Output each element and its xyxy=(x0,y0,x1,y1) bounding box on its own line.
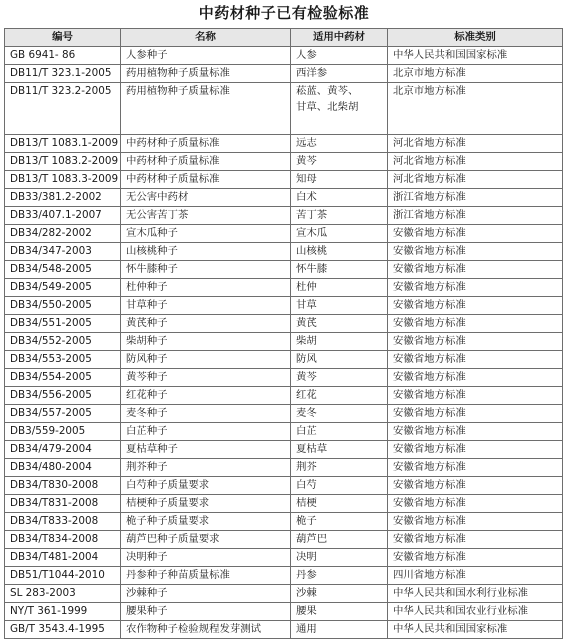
cell-herb: 柴胡 xyxy=(291,332,388,350)
cell-type: 安徽省地方标准 xyxy=(388,530,563,548)
cell-type: 安徽省地方标准 xyxy=(388,314,563,332)
cell-code: DB34/553-2005 xyxy=(5,350,121,368)
cell-code: GB/T 3543.4-1995 xyxy=(5,620,121,638)
cell-type: 安徽省地方标准 xyxy=(388,386,563,404)
cell-type: 安徽省地方标准 xyxy=(388,512,563,530)
cell-herb: 桔梗 xyxy=(291,494,388,512)
table-row xyxy=(5,64,563,82)
table-row xyxy=(5,82,563,134)
cell-type: 四川省地方标准 xyxy=(388,566,563,584)
table-row xyxy=(5,260,563,278)
cell-type: 北京市地方标准 xyxy=(388,82,563,134)
cell-herb: 白术 xyxy=(291,188,388,206)
cell-name: 葫芦巴种子质量要求 xyxy=(121,530,291,548)
cell-name: 荆芥种子 xyxy=(121,458,291,476)
cell-name: 柴胡种子 xyxy=(121,332,291,350)
header-herb: 适用中药材 xyxy=(291,29,388,47)
cell-code: DB34/548-2005 xyxy=(5,260,121,278)
cell-herb: 通用 xyxy=(291,620,388,638)
cell-code: DB34/T830-2008 xyxy=(5,476,121,494)
cell-herb: 沙棘 xyxy=(291,584,388,602)
cell-type: 北京市地方标准 xyxy=(388,64,563,82)
table-row xyxy=(5,242,563,260)
cell-name: 药用植物种子质量标准 xyxy=(121,82,291,134)
table-row xyxy=(5,332,563,350)
cell-name: 怀牛膝种子 xyxy=(121,260,291,278)
table-row xyxy=(5,440,563,458)
cell-type: 河北省地方标准 xyxy=(388,152,563,170)
cell-code: DB34/549-2005 xyxy=(5,278,121,296)
cell-code: NY/T 361-1999 xyxy=(5,602,121,620)
cell-name: 夏枯草种子 xyxy=(121,440,291,458)
table-row xyxy=(5,404,563,422)
table-row xyxy=(5,386,563,404)
cell-code: DB34/T481-2004 xyxy=(5,548,121,566)
table-row xyxy=(5,314,563,332)
table-row xyxy=(5,134,563,152)
cell-herb: 西洋参 xyxy=(291,64,388,82)
cell-type: 安徽省地方标准 xyxy=(388,296,563,314)
cell-herb: 怀牛膝 xyxy=(291,260,388,278)
cell-herb: 决明 xyxy=(291,548,388,566)
table-row xyxy=(5,494,563,512)
cell-code: DB34/550-2005 xyxy=(5,296,121,314)
cell-code: DB11/T 323.2-2005 xyxy=(5,82,121,134)
cell-name: 桅子种子质量要求 xyxy=(121,512,291,530)
cell-herb: 黄芩 xyxy=(291,368,388,386)
table-row xyxy=(5,458,563,476)
cell-name: 黄芪种子 xyxy=(121,314,291,332)
table-body xyxy=(5,46,563,638)
cell-herb: 红花 xyxy=(291,386,388,404)
cell-name: 中药材种子质量标准 xyxy=(121,170,291,188)
cell-code: DB34/282-2002 xyxy=(5,224,121,242)
cell-code: DB33/381.2-2002 xyxy=(5,188,121,206)
cell-herb: 白芷 xyxy=(291,422,388,440)
table-row xyxy=(5,188,563,206)
cell-name: 中药材种子质量标准 xyxy=(121,134,291,152)
cell-code: SL 283-2003 xyxy=(5,584,121,602)
table-row xyxy=(5,46,563,64)
cell-code: DB34/556-2005 xyxy=(5,386,121,404)
cell-name: 沙棘种子 xyxy=(121,584,291,602)
table-row xyxy=(5,296,563,314)
cell-type: 安徽省地方标准 xyxy=(388,458,563,476)
cell-name: 决明种子 xyxy=(121,548,291,566)
cell-code: DB34/554-2005 xyxy=(5,368,121,386)
cell-herb: 葫芦巴 xyxy=(291,530,388,548)
table-row xyxy=(5,530,563,548)
cell-code: DB34/557-2005 xyxy=(5,404,121,422)
cell-herb: 丹参 xyxy=(291,566,388,584)
header-code: 编号 xyxy=(5,29,121,47)
cell-name: 桔梗种子质量要求 xyxy=(121,494,291,512)
cell-herb: 山核桃 xyxy=(291,242,388,260)
cell-herb: 桅子 xyxy=(291,512,388,530)
cell-herb: 黄芩 xyxy=(291,152,388,170)
table-row xyxy=(5,278,563,296)
cell-code: DB13/T 1083.3-2009 xyxy=(5,170,121,188)
cell-code: DB11/T 323.1-2005 xyxy=(5,64,121,82)
table-header xyxy=(5,29,563,47)
table-row xyxy=(5,512,563,530)
cell-name: 人参种子 xyxy=(121,46,291,64)
table-row xyxy=(5,476,563,494)
cell-name: 防风种子 xyxy=(121,350,291,368)
cell-code: DB51/T1044-2010 xyxy=(5,566,121,584)
cell-herb: 苦丁茶 xyxy=(291,206,388,224)
cell-type: 中华人民共和国国家标准 xyxy=(388,620,563,638)
cell-type: 河北省地方标准 xyxy=(388,170,563,188)
cell-name: 丹参种子种苗质量标准 xyxy=(121,566,291,584)
page-title: 中药材种子已有检验标准 xyxy=(198,4,370,22)
cell-type: 安徽省地方标准 xyxy=(388,476,563,494)
cell-name: 甘草种子 xyxy=(121,296,291,314)
cell-herb: 防风 xyxy=(291,350,388,368)
cell-herb: 白芍 xyxy=(291,476,388,494)
cell-code: DB33/407.1-2007 xyxy=(5,206,121,224)
cell-code: DB34/551-2005 xyxy=(5,314,121,332)
header-row xyxy=(5,29,563,47)
cell-code: GB 6941- 86 xyxy=(5,46,121,64)
standards-table xyxy=(4,28,563,639)
cell-name: 白芍种子质量要求 xyxy=(121,476,291,494)
cell-type: 安徽省地方标准 xyxy=(388,368,563,386)
cell-type: 中华人民共和国国家标准 xyxy=(388,46,563,64)
header-name: 名称 xyxy=(121,29,291,47)
cell-name: 腰果种子 xyxy=(121,602,291,620)
cell-type: 中华人民共和国水利行业标准 xyxy=(388,584,563,602)
cell-herb: 腰果 xyxy=(291,602,388,620)
cell-herb: 远志 xyxy=(291,134,388,152)
cell-type: 安徽省地方标准 xyxy=(388,440,563,458)
cell-name: 黄芩种子 xyxy=(121,368,291,386)
table-row xyxy=(5,224,563,242)
cell-herb: 杜仲 xyxy=(291,278,388,296)
cell-name: 杜仲种子 xyxy=(121,278,291,296)
cell-code: DB34/T834-2008 xyxy=(5,530,121,548)
cell-code: DB3/559-2005 xyxy=(5,422,121,440)
cell-name: 中药材种子质量标准 xyxy=(121,152,291,170)
cell-herb: 麦冬 xyxy=(291,404,388,422)
cell-code: DB34/T833-2008 xyxy=(5,512,121,530)
cell-type: 安徽省地方标准 xyxy=(388,350,563,368)
cell-herb: 黄芪 xyxy=(291,314,388,332)
cell-type: 河北省地方标准 xyxy=(388,134,563,152)
table-row xyxy=(5,170,563,188)
cell-herb: 荆芥 xyxy=(291,458,388,476)
cell-type: 安徽省地方标准 xyxy=(388,548,563,566)
cell-type: 浙江省地方标准 xyxy=(388,206,563,224)
table-row xyxy=(5,152,563,170)
cell-name: 宣木瓜种子 xyxy=(121,224,291,242)
table-row xyxy=(5,602,563,620)
cell-name: 农作物种子检验规程发芽测试 xyxy=(121,620,291,638)
cell-type: 中华人民共和国农业行业标准 xyxy=(388,602,563,620)
cell-code: DB34/552-2005 xyxy=(5,332,121,350)
cell-name: 药用植物种子质量标准 xyxy=(121,64,291,82)
cell-code: DB13/T 1083.2-2009 xyxy=(5,152,121,170)
cell-herb: 夏枯草 xyxy=(291,440,388,458)
cell-code: DB34/T831-2008 xyxy=(5,494,121,512)
cell-type: 安徽省地方标准 xyxy=(388,332,563,350)
cell-code: DB34/479-2004 xyxy=(5,440,121,458)
cell-code: DB34/347-2003 xyxy=(5,242,121,260)
cell-type: 浙江省地方标准 xyxy=(388,188,563,206)
table-row xyxy=(5,206,563,224)
cell-herb: 甘草 xyxy=(291,296,388,314)
table-row xyxy=(5,368,563,386)
cell-type: 安徽省地方标准 xyxy=(388,260,563,278)
cell-name: 白芷种子 xyxy=(121,422,291,440)
cell-code: DB34/480-2004 xyxy=(5,458,121,476)
table-row xyxy=(5,620,563,638)
cell-herb: 人参 xyxy=(291,46,388,64)
table-row xyxy=(5,350,563,368)
table-row xyxy=(5,548,563,566)
cell-type: 安徽省地方标准 xyxy=(388,278,563,296)
cell-code: DB13/T 1083.1-2009 xyxy=(5,134,121,152)
cell-herb: 知母 xyxy=(291,170,388,188)
cell-name: 山核桃种子 xyxy=(121,242,291,260)
cell-name: 无公害中药材 xyxy=(121,188,291,206)
table-row xyxy=(5,566,563,584)
table-row xyxy=(5,584,563,602)
cell-type: 安徽省地方标准 xyxy=(388,422,563,440)
cell-type: 安徽省地方标准 xyxy=(388,224,563,242)
cell-name: 无公害苦丁茶 xyxy=(121,206,291,224)
cell-type: 安徽省地方标准 xyxy=(388,242,563,260)
table-row xyxy=(5,422,563,440)
cell-type: 安徽省地方标准 xyxy=(388,404,563,422)
header-type: 标准类别 xyxy=(388,29,563,47)
cell-herb: 宣木瓜 xyxy=(291,224,388,242)
cell-name: 麦冬种子 xyxy=(121,404,291,422)
cell-herb: 菘蓝、黄芩、 甘草、北柴胡 xyxy=(291,82,388,134)
cell-type: 安徽省地方标准 xyxy=(388,494,563,512)
cell-name: 红花种子 xyxy=(121,386,291,404)
